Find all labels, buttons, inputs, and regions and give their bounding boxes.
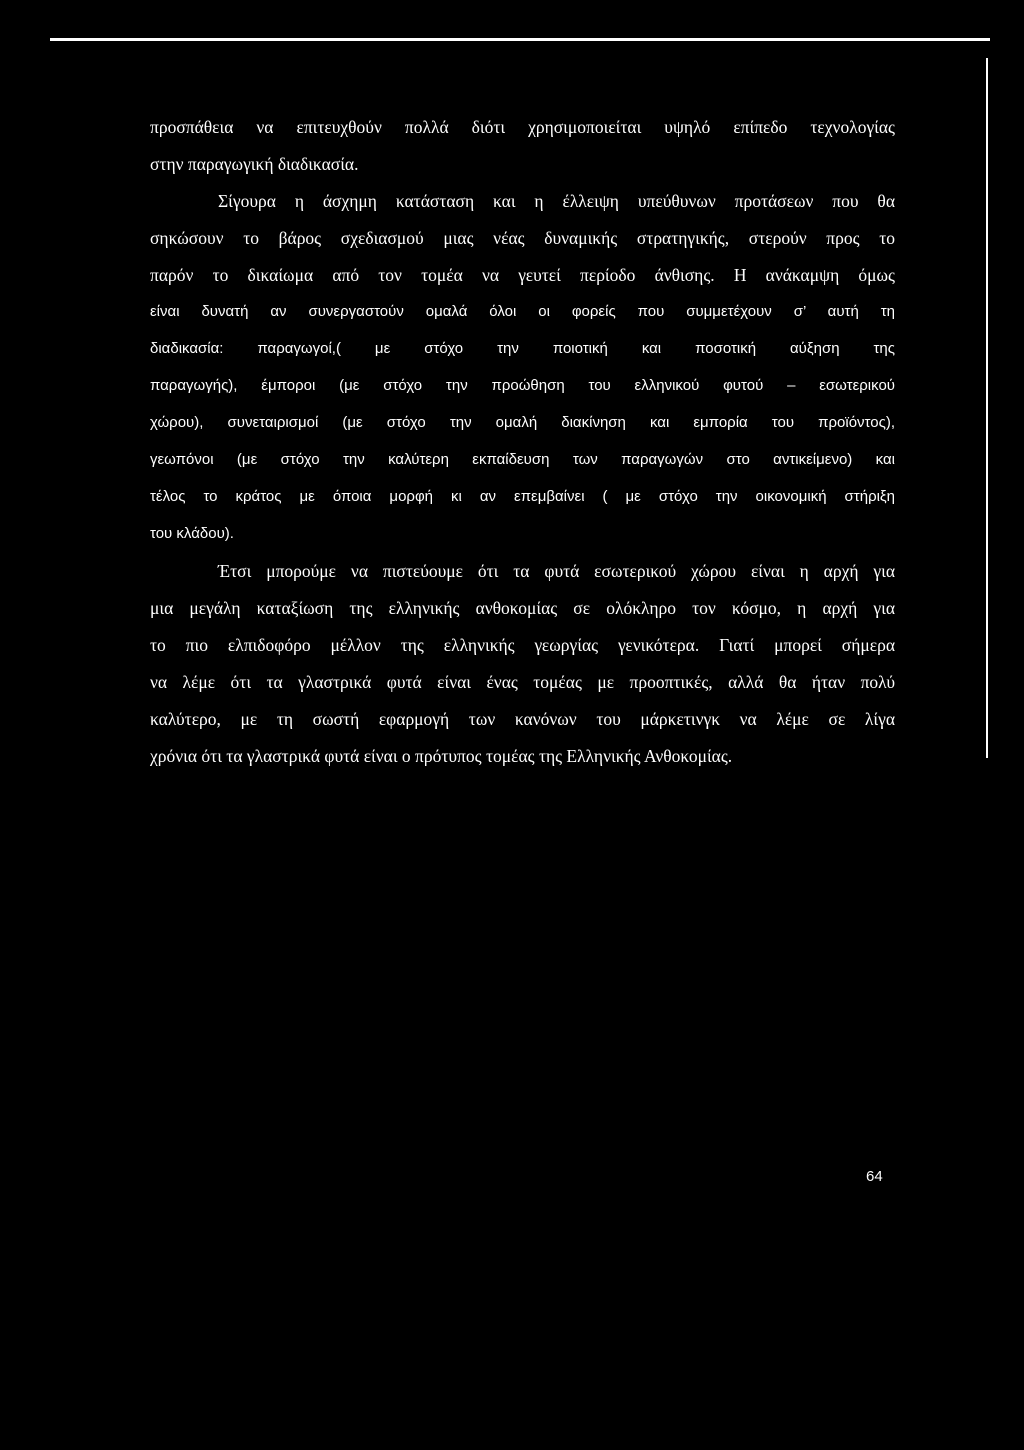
text-line: χρόνια ότι τα γλαστρικά φυτά είναι ο πρότυπος τομέας της Ελληνικής Ανθοκομίας. <box>150 746 733 766</box>
text-line: μια μεγάλη καταξίωση της ελληνικής ανθοκομίας σε ολόκληρο τον κόσμο, η αρχή για <box>150 598 895 618</box>
text-line: γεωπόνοι (με στόχο την καλύτερη εκπαίδευση των παραγωγών στο αντικείμενο) και <box>150 451 895 468</box>
top-border-line <box>50 38 990 41</box>
text-line: Έτσι μπορούμε να πιστεύουμε ότι τα φυτά εσωτερικού χώρου είναι η αρχή για <box>218 561 895 581</box>
text-line: προσπάθεια να επιτευχθούν πολλά διότι χρησιμοποιείται υψηλό επίπεδο τεχνολογίας <box>150 117 895 137</box>
text-line: σηκώσουν το βάρος σχεδιασμού μιας νέας δυναμικής στρατηγικής, στερούν προς το <box>150 228 895 248</box>
text-line: το πιο ελπιδοφόρο μέλλον της ελληνικής γεωργίας γενικότερα. Γιατί μπορεί σήμερα <box>150 635 895 655</box>
text-line: καλύτερο, με τη σωστή εφαρμογή των κανόνων του μάρκετινγκ να λέμε σε λίγα <box>150 709 895 729</box>
text-line: του κλάδου). <box>150 525 234 542</box>
text-line: παρόν το δικαίωμα από τον τομέα να γευτεί περίοδο άνθισης. Η ανάκαμψη όμως <box>150 265 895 285</box>
text-line: χώρου), συνεταιρισμοί (με στόχο την ομαλή διακίνηση και εμπορία του προϊόντος), <box>150 414 895 431</box>
right-border-line <box>986 58 988 758</box>
text-line: Σίγουρα η άσχημη κατάσταση και η έλλειψη υπεύθυνων προτάσεων που θα <box>218 191 895 211</box>
text-line: είναι δυνατή αν συνεργαστούν ομαλά όλοι οι φορείς που συμμετέχουν σ’ αυτή τη <box>150 303 895 320</box>
page-number: 64 <box>866 1168 883 1185</box>
text-line: παραγωγής), έμποροι (με στόχο την προώθηση του ελληνικού φυτού – εσωτερικού <box>150 377 895 394</box>
text-line: τέλος το κράτος με όποια μορφή κι αν επεμβαίνει ( με στόχο την οικονομική στήριξη <box>150 488 895 505</box>
text-line: να λέμε ότι τα γλαστρικά φυτά είναι ένας τομέας με προοπτικές, αλλά θα ήταν πολύ <box>150 672 895 692</box>
text-line: διαδικασία: παραγωγοί,( με στόχο την ποιοτική και ποσοτική αύξηση της <box>150 340 895 357</box>
text-line: στην παραγωγική διαδικασία. <box>150 154 359 174</box>
